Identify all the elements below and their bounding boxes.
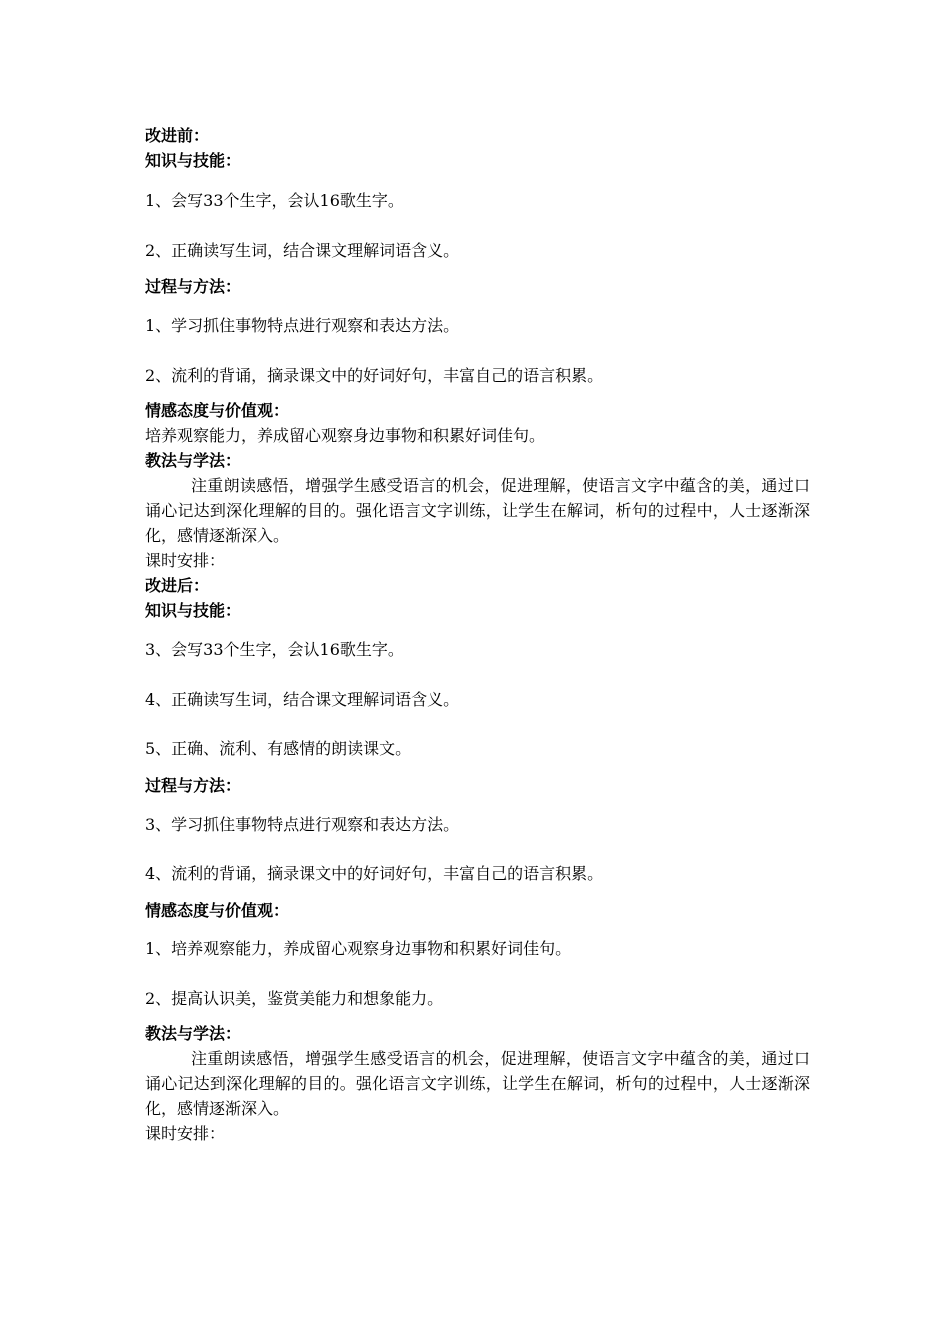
before-knowledge-item-1: 1、会写33个生字，会认16歌生字。 [145, 191, 404, 210]
after-emotion-item-2: 2、提高认识美，鉴赏美能力和想象能力。 [145, 989, 444, 1008]
after-emotion-item-1: 1、培养观察能力，养成留心观察身边事物和积累好词佳句。 [145, 939, 572, 958]
after-title: 改进后： [145, 576, 210, 595]
before-schedule: 课时安排： [145, 551, 226, 570]
after-method-heading: 教法与学法： [145, 1024, 242, 1043]
after-knowledge-item-5: 5、正确、流利、有感情的朗读课文。 [145, 739, 412, 758]
before-method-heading: 教法与学法： [145, 451, 242, 470]
before-knowledge-item-2: 2、正确读写生词，结合课文理解词语含义。 [145, 241, 460, 260]
after-process-heading: 过程与方法： [145, 776, 242, 795]
after-knowledge-heading: 知识与技能： [145, 601, 242, 620]
before-emotion-text: 培养观察能力，养成留心观察身边事物和积累好词佳句。 [145, 426, 546, 445]
after-process-item-3: 3、学习抓住事物特点进行观察和表达方法。 [145, 815, 460, 834]
before-process-heading: 过程与方法： [145, 277, 242, 296]
after-method-paragraph: 注重朗读感悟，增强学生感受语言的机会，促进理解，使语言文字中蕴含的美，通过口诵心记达到深化理解的目的。强化语言文字训练，让学生在解词，析句的过程中，人士逐渐深化，感情逐渐深入。 [145, 1049, 810, 1118]
before-title: 改进前： [145, 126, 210, 145]
before-method-paragraph: 注重朗读感悟，增强学生感受语言的机会，促进理解，使语言文字中蕴含的美，通过口诵心记达到深化理解的目的。强化语言文字训练，让学生在解词，析句的过程中，人士逐渐深化，感情逐渐深入。 [145, 476, 810, 545]
before-emotion-heading: 情感态度与价值观： [145, 401, 290, 420]
after-schedule: 课时安排： [145, 1124, 226, 1143]
before-process-item-1: 1、学习抓住事物特点进行观察和表达方法。 [145, 316, 460, 335]
after-process-item-4: 4、流利的背诵，摘录课文中的好词好句，丰富自己的语言积累。 [145, 864, 604, 883]
after-knowledge-item-3: 3、会写33个生字，会认16歌生字。 [145, 640, 404, 659]
after-emotion-heading: 情感态度与价值观： [145, 901, 290, 920]
after-knowledge-item-4: 4、正确读写生词，结合课文理解词语含义。 [145, 690, 460, 709]
before-knowledge-heading: 知识与技能： [145, 151, 242, 170]
before-process-item-2: 2、流利的背诵，摘录课文中的好词好句，丰富自己的语言积累。 [145, 366, 604, 385]
